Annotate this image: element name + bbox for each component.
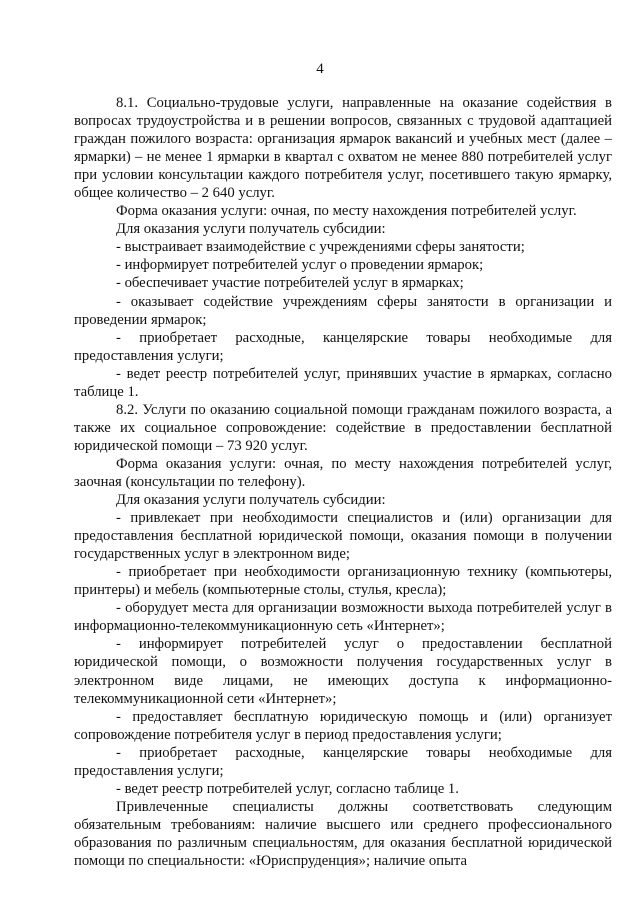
paragraph-form: Форма оказания услуги: очная, по месту нахождения потребителей услуг.	[116, 203, 577, 220]
list-item: - приобретает расходные, канцелярские товары необходимые для предоставления услуги;	[74, 329, 612, 364]
list-item: - приобретает при необходимости организационную технику (компьютеры, принтеры) и мебель (компьютерные столы, стулья, кресла);	[74, 564, 612, 599]
paragraph-subsidy-intro: Для оказания услуги получатель субсидии:	[116, 221, 386, 238]
list-item: - оказывает содействие учреждениям сферы занятости в организации и проведении ярмарок;	[74, 293, 612, 328]
list-item: - обеспечивает участие потребителей услуг в ярмарках;	[116, 275, 464, 292]
paragraph-8-1: 8.1. Социально-трудовые услуги, направленные на оказание содействия в вопросах трудоустройства и в решении вопросов, связанных с трудовой адаптацией граждан пожилого возраста: организация ярмарок вакансий и учебных мест (далее – ярмарки) – не менее 1 ярмарки в квартал с охватом не менее 880 потребителей услуг при условии консультации каждого потребителя услуг, посетившего такую ярмарку, общее количество – 2 640 услуг.	[74, 95, 612, 202]
list-item: - приобретает расходные, канцелярские товары необходимые для предоставления услуги;	[74, 744, 612, 779]
list-item: - ведет реестр потребителей услуг, принявших участие в ярмарках, согласно таблице 1.	[74, 365, 612, 400]
page-number: 4	[316, 61, 324, 77]
paragraph-requirements: Привлеченные специалисты должны соответствовать следующим обязательным требованиям: наличие высшего или среднего профессионального образования по различным специальностям, для оказания бесплатной юридической помощи по специальности: «Юриспруденция»; наличие опыта	[74, 798, 612, 869]
document-body	[74, 94, 612, 870]
list-item: - ведет реестр потребителей услуг, согласно таблице 1.	[116, 780, 459, 797]
list-item: - оборудует места для организации возможности выхода потребителей услуг в информационно-телекоммуникационную сеть «Интернет»;	[74, 600, 612, 635]
list-item: - выстраивает взаимодействие с учреждениями сферы занятости;	[116, 239, 525, 256]
list-item: - предоставляет бесплатную юридическую помощь и (или) организует сопровождение потребителя услуг в период предоставления услуги;	[74, 708, 612, 743]
list-item: - информирует потребителей услуг о проведении ярмарок;	[116, 257, 484, 274]
paragraph-subsidy-intro: Для оказания услуги получатель субсидии:	[116, 492, 386, 509]
list-item: - привлекает при необходимости специалистов и (или) организации для предоставления бесплатной юридической помощи, оказания помощи в получении государственных услуг в электронном виде;	[74, 510, 612, 563]
paragraph-8-2: 8.2. Услуги по оказанию социальной помощи гражданам пожилого возраста, а также их социальное сопровождение: содействие в предоставлении бесплатной юридической помощи – 73 920 услуг.	[74, 401, 612, 454]
list-item: - информирует потребителей услуг о предоставлении бесплатной юридической помощи, о возможности получения государственных услуг в электронном виде лицами, не имеющих доступа к информационно-телекоммуникационной сети «Интернет»;	[74, 636, 612, 707]
paragraph-form: Форма оказания услуги: очная, по месту нахождения потребителей услуг, заочная (консультации по телефону).	[74, 455, 612, 490]
